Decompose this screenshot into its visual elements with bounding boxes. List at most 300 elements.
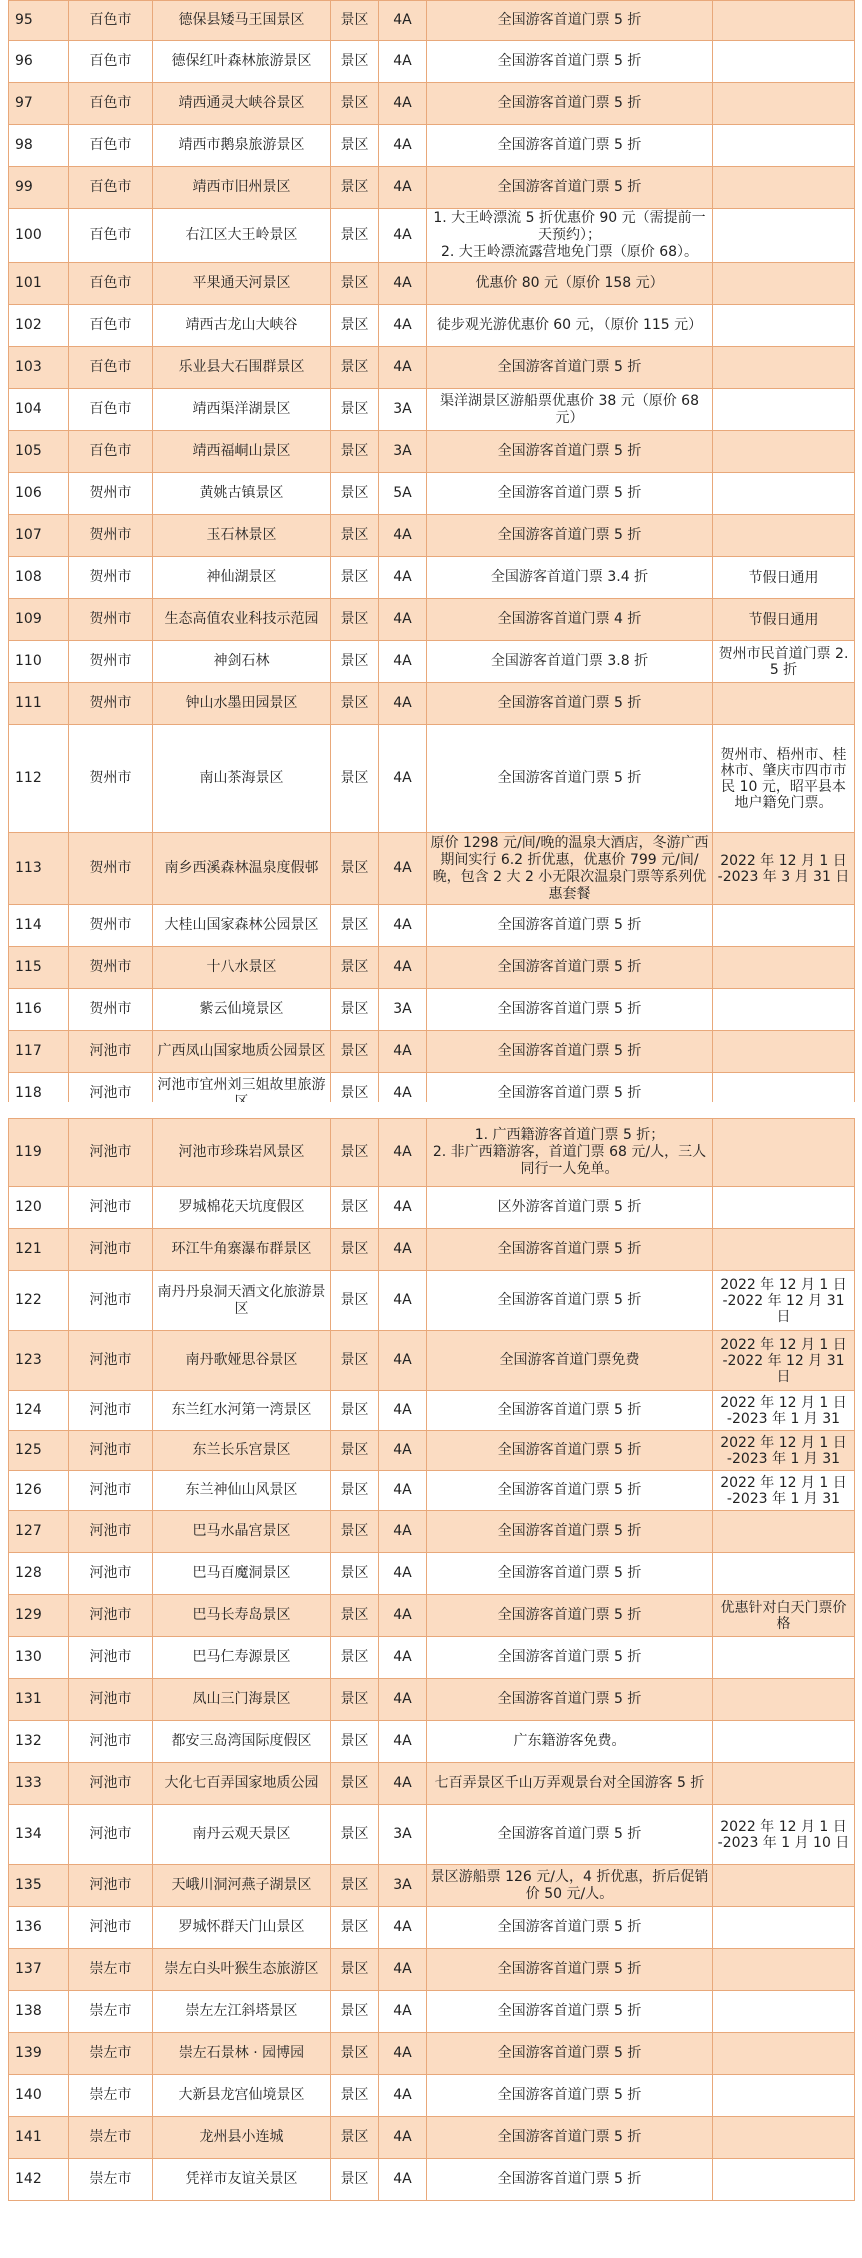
level-cell: 4A xyxy=(379,1949,427,1991)
level-cell: 4A xyxy=(379,1907,427,1949)
type-cell: 景区 xyxy=(331,2075,379,2117)
type-cell: 景区 xyxy=(331,305,379,347)
note-cell xyxy=(713,263,855,305)
scenic-name-cell: 黄姚古镇景区 xyxy=(153,473,331,515)
level-cell: 4A xyxy=(379,209,427,263)
offer-cell: 全国游客首道门票 5 折 xyxy=(427,683,713,725)
level-cell: 4A xyxy=(379,2075,427,2117)
table-row xyxy=(9,1187,855,1229)
note-cell xyxy=(713,389,855,431)
scenic-name-cell: 环江牛角寨瀑布群景区 xyxy=(153,1229,331,1271)
scenic-name-cell: 巴马百魔洞景区 xyxy=(153,1553,331,1595)
type-cell: 景区 xyxy=(331,905,379,947)
type-cell: 景区 xyxy=(331,1271,379,1331)
table-row xyxy=(9,1721,855,1763)
note-cell xyxy=(713,125,855,167)
level-cell: 4A xyxy=(379,1637,427,1679)
type-cell: 景区 xyxy=(331,125,379,167)
type-cell: 景区 xyxy=(331,2033,379,2075)
city-cell: 百色市 xyxy=(69,263,153,305)
city-cell: 河池市 xyxy=(69,1331,153,1391)
city-cell: 河池市 xyxy=(69,1595,153,1637)
city-cell: 贺州市 xyxy=(69,947,153,989)
level-cell: 4A xyxy=(379,2117,427,2159)
table-row xyxy=(9,1595,855,1637)
offer-cell: 全国游客首道门票 5 折 xyxy=(427,947,713,989)
city-cell: 崇左市 xyxy=(69,1949,153,1991)
note-cell xyxy=(713,1763,855,1805)
note-cell xyxy=(713,2117,855,2159)
city-cell: 崇左市 xyxy=(69,2075,153,2117)
table-row xyxy=(9,167,855,209)
type-cell: 景区 xyxy=(331,431,379,473)
scenic-name-cell: 大化七百弄国家地质公园 xyxy=(153,1763,331,1805)
city-cell: 河池市 xyxy=(69,1865,153,1907)
note-cell xyxy=(713,1187,855,1229)
note-cell: 2022 年 12 月 1 日 -2023 年 1 月 10 日 xyxy=(713,1805,855,1865)
note-cell: 2022 年 12 月 1 日 -2023 年 1 月 31 xyxy=(713,1471,855,1511)
row-number: 96 xyxy=(9,41,69,83)
row-number: 128 xyxy=(9,1553,69,1595)
city-cell: 河池市 xyxy=(69,1187,153,1229)
city-cell: 百色市 xyxy=(69,125,153,167)
level-cell: 4A xyxy=(379,1,427,41)
note-cell xyxy=(713,1031,855,1073)
offer-cell: 原价 1298 元/间/晚的温泉大酒店，冬游广西期间实行 6.2 折优惠，优惠价 799 元/间/晚，包含 2 大 2 小无限次温泉门票等系列优惠套餐 xyxy=(427,833,713,905)
type-cell: 景区 xyxy=(331,515,379,557)
city-cell: 百色市 xyxy=(69,1,153,41)
city-cell: 河池市 xyxy=(69,1805,153,1865)
note-cell xyxy=(713,1991,855,2033)
level-cell: 4A xyxy=(379,1511,427,1553)
city-cell: 贺州市 xyxy=(69,683,153,725)
row-number: 129 xyxy=(9,1595,69,1637)
note-cell xyxy=(713,209,855,263)
level-cell: 4A xyxy=(379,515,427,557)
note-cell xyxy=(713,347,855,389)
scenic-name-cell: 南丹丹泉洞天酒文化旅游景区 xyxy=(153,1271,331,1331)
table-row xyxy=(9,1119,855,1187)
level-cell: 4A xyxy=(379,1431,427,1471)
city-cell: 百色市 xyxy=(69,347,153,389)
offer-cell: 渠洋湖景区游船票优惠价 38 元（原价 68 元） xyxy=(427,389,713,431)
type-cell: 景区 xyxy=(331,725,379,833)
city-cell: 河池市 xyxy=(69,1431,153,1471)
table-row xyxy=(9,599,855,641)
table-row xyxy=(9,2117,855,2159)
offer-cell: 全国游客首道门票 5 折 xyxy=(427,1511,713,1553)
city-cell: 河池市 xyxy=(69,1511,153,1553)
level-cell: 4A xyxy=(379,347,427,389)
level-cell: 4A xyxy=(379,557,427,599)
city-cell: 百色市 xyxy=(69,41,153,83)
type-cell: 景区 xyxy=(331,1865,379,1907)
row-number: 131 xyxy=(9,1679,69,1721)
type-cell: 景区 xyxy=(331,1991,379,2033)
row-number: 97 xyxy=(9,83,69,125)
table-row xyxy=(9,725,855,833)
table-row xyxy=(9,1391,855,1431)
city-cell: 贺州市 xyxy=(69,989,153,1031)
offer-cell: 全国游客首道门票 5 折 xyxy=(427,989,713,1031)
level-cell: 4A xyxy=(379,1391,427,1431)
level-cell: 3A xyxy=(379,431,427,473)
row-number: 120 xyxy=(9,1187,69,1229)
note-cell: 节假日通用 xyxy=(713,557,855,599)
city-cell: 河池市 xyxy=(69,1073,153,1115)
note-cell xyxy=(713,683,855,725)
offer-cell: 全国游客首道门票 5 折 xyxy=(427,1471,713,1511)
level-cell: 4A xyxy=(379,1119,427,1187)
row-number: 98 xyxy=(9,125,69,167)
table-row xyxy=(9,1431,855,1471)
offer-cell: 全国游客首道门票 5 折 xyxy=(427,1949,713,1991)
row-number: 113 xyxy=(9,833,69,905)
row-number: 109 xyxy=(9,599,69,641)
scenic-name-cell: 东兰红水河第一湾景区 xyxy=(153,1391,331,1431)
note-cell: 2022 年 12 月 1 日 -2023 年 1 月 31 xyxy=(713,1431,855,1471)
row-number: 105 xyxy=(9,431,69,473)
city-cell: 贺州市 xyxy=(69,905,153,947)
scenic-name-cell: 南丹歌娅思谷景区 xyxy=(153,1331,331,1391)
level-cell: 4A xyxy=(379,683,427,725)
level-cell: 4A xyxy=(379,125,427,167)
type-cell: 景区 xyxy=(331,1187,379,1229)
type-cell: 景区 xyxy=(331,1949,379,1991)
city-cell: 河池市 xyxy=(69,1637,153,1679)
note-cell xyxy=(713,947,855,989)
type-cell: 景区 xyxy=(331,389,379,431)
row-number: 135 xyxy=(9,1865,69,1907)
note-cell: 贺州市民首道门票 2.5 折 xyxy=(713,641,855,683)
level-cell: 4A xyxy=(379,2033,427,2075)
level-cell: 4A xyxy=(379,1073,427,1115)
type-cell: 景区 xyxy=(331,167,379,209)
city-cell: 河池市 xyxy=(69,1471,153,1511)
scenic-name-cell: 德保红叶森林旅游景区 xyxy=(153,41,331,83)
row-number: 137 xyxy=(9,1949,69,1991)
scenic-name-cell: 崇左左江斜塔景区 xyxy=(153,1991,331,2033)
scenic-name-cell: 罗城棉花天坑度假区 xyxy=(153,1187,331,1229)
table-row xyxy=(9,1679,855,1721)
table-row xyxy=(9,305,855,347)
row-number: 100 xyxy=(9,209,69,263)
type-cell: 景区 xyxy=(331,209,379,263)
note-cell xyxy=(713,2033,855,2075)
level-cell: 4A xyxy=(379,2159,427,2201)
scenic-name-cell: 南丹云观天景区 xyxy=(153,1805,331,1865)
offer-cell: 全国游客首道门票 5 折 xyxy=(427,167,713,209)
offer-cell: 全国游客首道门票免费 xyxy=(427,1331,713,1391)
level-cell: 4A xyxy=(379,83,427,125)
type-cell: 景区 xyxy=(331,599,379,641)
type-cell: 景区 xyxy=(331,557,379,599)
table-row xyxy=(9,389,855,431)
type-cell: 景区 xyxy=(331,1805,379,1865)
row-number: 127 xyxy=(9,1511,69,1553)
offer-cell: 全国游客首道门票 5 折 xyxy=(427,1031,713,1073)
note-cell: 2022 年 12 月 1 日 -2023 年 1 月 31 xyxy=(713,1391,855,1431)
table-row xyxy=(9,1031,855,1073)
note-cell xyxy=(713,83,855,125)
offer-cell: 全国游客首道门票 5 折 xyxy=(427,1073,713,1115)
offer-cell: 全国游客首道门票 5 折 xyxy=(427,905,713,947)
level-cell: 4A xyxy=(379,263,427,305)
type-cell: 景区 xyxy=(331,1073,379,1115)
type-cell: 景区 xyxy=(331,1119,379,1187)
level-cell: 4A xyxy=(379,1187,427,1229)
city-cell: 贺州市 xyxy=(69,557,153,599)
scenic-name-cell: 天峨川洞河燕子湖景区 xyxy=(153,1865,331,1907)
level-cell: 4A xyxy=(379,725,427,833)
table-row xyxy=(9,1805,855,1865)
table-row xyxy=(9,1,855,41)
scenic-name-cell: 神剑石林 xyxy=(153,641,331,683)
scenic-name-cell: 靖西通灵大峡谷景区 xyxy=(153,83,331,125)
level-cell: 4A xyxy=(379,305,427,347)
offer-cell: 全国游客首道门票 5 折 xyxy=(427,1271,713,1331)
level-cell: 4A xyxy=(379,1229,427,1271)
offer-cell: 全国游客首道门票 5 折 xyxy=(427,1431,713,1471)
table-row xyxy=(9,557,855,599)
note-cell xyxy=(713,1865,855,1907)
type-cell: 景区 xyxy=(331,83,379,125)
city-cell: 河池市 xyxy=(69,1119,153,1187)
city-cell: 河池市 xyxy=(69,1391,153,1431)
offer-cell: 景区游船票 126 元/人，4 折优惠，折后促销价 50 元/人。 xyxy=(427,1865,713,1907)
type-cell: 景区 xyxy=(331,1763,379,1805)
scenic-name-cell: 大桂山国家森林公园景区 xyxy=(153,905,331,947)
row-number: 122 xyxy=(9,1271,69,1331)
offer-cell: 优惠价 80 元（原价 158 元） xyxy=(427,263,713,305)
scenic-name-cell: 十八水景区 xyxy=(153,947,331,989)
note-cell xyxy=(713,1553,855,1595)
city-cell: 百色市 xyxy=(69,389,153,431)
note-cell xyxy=(713,905,855,947)
offer-cell: 徒步观光游优惠价 60 元，（原价 115 元） xyxy=(427,305,713,347)
row-number: 125 xyxy=(9,1431,69,1471)
level-cell: 4A xyxy=(379,1679,427,1721)
table-row xyxy=(9,1229,855,1271)
city-cell: 百色市 xyxy=(69,305,153,347)
level-cell: 4A xyxy=(379,1721,427,1763)
table-row xyxy=(9,1271,855,1331)
scenic-name-cell: 河池市珍珠岩风景区 xyxy=(153,1119,331,1187)
type-cell: 景区 xyxy=(331,347,379,389)
table-row xyxy=(9,989,855,1031)
note-cell xyxy=(713,305,855,347)
level-cell: 3A xyxy=(379,1805,427,1865)
offer-cell: 1. 大王岭漂流 5 折优惠价 90 元（需提前一天预约）； 2. 大王岭漂流露营地免门票（原价 68）。 xyxy=(427,209,713,263)
table-row xyxy=(9,2159,855,2201)
scenic-name-cell: 巴马仁寿源景区 xyxy=(153,1637,331,1679)
city-cell: 贺州市 xyxy=(69,641,153,683)
city-cell: 百色市 xyxy=(69,431,153,473)
scenic-name-cell: 崇左石景林 · 园博园 xyxy=(153,2033,331,2075)
offer-cell: 全国游客首道门票 5 折 xyxy=(427,473,713,515)
level-cell: 4A xyxy=(379,1763,427,1805)
note-cell xyxy=(713,1637,855,1679)
row-number: 108 xyxy=(9,557,69,599)
note-cell: 优惠针对白天门票价格 xyxy=(713,1595,855,1637)
scenic-name-cell: 靖西福峒山景区 xyxy=(153,431,331,473)
scenic-discount-table-part-1 xyxy=(8,0,855,1115)
table-row xyxy=(9,209,855,263)
level-cell: 5A xyxy=(379,473,427,515)
level-cell: 3A xyxy=(379,989,427,1031)
offer-cell: 全国游客首道门票 3.8 折 xyxy=(427,641,713,683)
offer-cell: 全国游客首道门票 5 折 xyxy=(427,1553,713,1595)
note-cell xyxy=(713,989,855,1031)
offer-cell: 全国游客首道门票 5 折 xyxy=(427,1391,713,1431)
offer-cell: 区外游客首道门票 5 折 xyxy=(427,1187,713,1229)
row-number: 123 xyxy=(9,1331,69,1391)
note-cell: 节假日通用 xyxy=(713,599,855,641)
level-cell: 4A xyxy=(379,1331,427,1391)
row-number: 103 xyxy=(9,347,69,389)
table-row xyxy=(9,431,855,473)
row-number: 132 xyxy=(9,1721,69,1763)
note-cell: 贺州市、梧州市、桂林市、肇庆市四市市民 10 元，昭平县本地户籍免门票。 xyxy=(713,725,855,833)
scenic-name-cell: 南山茶海景区 xyxy=(153,725,331,833)
table-row xyxy=(9,1991,855,2033)
offer-cell: 全国游客首道门票 5 折 xyxy=(427,1637,713,1679)
type-cell: 景区 xyxy=(331,1031,379,1073)
table-row xyxy=(9,1763,855,1805)
note-cell xyxy=(713,1511,855,1553)
city-cell: 百色市 xyxy=(69,209,153,263)
city-cell: 贺州市 xyxy=(69,833,153,905)
row-number: 95 xyxy=(9,1,69,41)
row-number: 140 xyxy=(9,2075,69,2117)
offer-cell: 全国游客首道门票 5 折 xyxy=(427,125,713,167)
row-number: 119 xyxy=(9,1119,69,1187)
offer-cell: 全国游客首道门票 5 折 xyxy=(427,1229,713,1271)
city-cell: 河池市 xyxy=(69,1553,153,1595)
row-number: 141 xyxy=(9,2117,69,2159)
level-cell: 4A xyxy=(379,641,427,683)
scenic-name-cell: 靖西古龙山大峡谷 xyxy=(153,305,331,347)
note-cell: 2022 年 12 月 1 日 -2022 年 12 月 31 日 xyxy=(713,1331,855,1391)
type-cell: 景区 xyxy=(331,2117,379,2159)
level-cell: 4A xyxy=(379,599,427,641)
type-cell: 景区 xyxy=(331,1637,379,1679)
table-row xyxy=(9,1907,855,1949)
offer-cell: 全国游客首道门票 5 折 xyxy=(427,2159,713,2201)
row-number: 117 xyxy=(9,1031,69,1073)
offer-cell: 全国游客首道门票 5 折 xyxy=(427,2075,713,2117)
type-cell: 景区 xyxy=(331,2159,379,2201)
city-cell: 百色市 xyxy=(69,167,153,209)
note-cell xyxy=(713,431,855,473)
scenic-name-cell: 靖西市鹅泉旅游景区 xyxy=(153,125,331,167)
offer-cell: 全国游客首道门票 5 折 xyxy=(427,1907,713,1949)
table-row xyxy=(9,833,855,905)
type-cell: 景区 xyxy=(331,989,379,1031)
type-cell: 景区 xyxy=(331,1229,379,1271)
table-row xyxy=(9,2033,855,2075)
scenic-name-cell: 崇左白头叶猴生态旅游区 xyxy=(153,1949,331,1991)
level-cell: 3A xyxy=(379,1865,427,1907)
offer-cell: 全国游客首道门票 5 折 xyxy=(427,1805,713,1865)
type-cell: 景区 xyxy=(331,1,379,41)
city-cell: 崇左市 xyxy=(69,2117,153,2159)
type-cell: 景区 xyxy=(331,263,379,305)
type-cell: 景区 xyxy=(331,1679,379,1721)
city-cell: 河池市 xyxy=(69,1031,153,1073)
scenic-name-cell: 大新县龙宫仙境景区 xyxy=(153,2075,331,2117)
row-number: 134 xyxy=(9,1805,69,1865)
city-cell: 河池市 xyxy=(69,1271,153,1331)
scenic-name-cell: 东兰长乐宫景区 xyxy=(153,1431,331,1471)
offer-cell: 全国游客首道门票 4 折 xyxy=(427,599,713,641)
row-number: 124 xyxy=(9,1391,69,1431)
scenic-name-cell: 龙州县小连城 xyxy=(153,2117,331,2159)
type-cell: 景区 xyxy=(331,641,379,683)
type-cell: 景区 xyxy=(331,1431,379,1471)
note-cell xyxy=(713,1229,855,1271)
table-row xyxy=(9,683,855,725)
type-cell: 景区 xyxy=(331,1391,379,1431)
city-cell: 贺州市 xyxy=(69,473,153,515)
table-row xyxy=(9,1553,855,1595)
table-row xyxy=(9,1511,855,1553)
type-cell: 景区 xyxy=(331,1595,379,1637)
level-cell: 4A xyxy=(379,947,427,989)
scenic-name-cell: 生态高值农业科技示范园 xyxy=(153,599,331,641)
note-cell xyxy=(713,1949,855,1991)
scenic-name-cell: 南乡西溪森林温泉度假邨 xyxy=(153,833,331,905)
city-cell: 百色市 xyxy=(69,83,153,125)
note-cell xyxy=(713,1679,855,1721)
table-break xyxy=(0,1102,862,1118)
city-cell: 崇左市 xyxy=(69,1991,153,2033)
city-cell: 河池市 xyxy=(69,1229,153,1271)
offer-cell: 全国游客首道门票 5 折 xyxy=(427,83,713,125)
type-cell: 景区 xyxy=(331,947,379,989)
scenic-name-cell: 河池市宜州刘三姐故里旅游 xyxy=(153,1073,331,1115)
city-cell: 河池市 xyxy=(69,1679,153,1721)
city-cell: 崇左市 xyxy=(69,2033,153,2075)
city-cell: 贺州市 xyxy=(69,515,153,557)
table-row xyxy=(9,263,855,305)
city-cell: 贺州市 xyxy=(69,599,153,641)
row-number: 142 xyxy=(9,2159,69,2201)
row-number: 115 xyxy=(9,947,69,989)
row-number: 136 xyxy=(9,1907,69,1949)
scenic-name-cell: 巴马水晶宫景区 xyxy=(153,1511,331,1553)
type-cell: 景区 xyxy=(331,41,379,83)
table-row xyxy=(9,1471,855,1511)
scenic-name-cell: 靖西市旧州景区 xyxy=(153,167,331,209)
scenic-name-cell: 紫云仙境景区 xyxy=(153,989,331,1031)
note-cell xyxy=(713,1119,855,1187)
type-cell: 景区 xyxy=(331,683,379,725)
note-cell xyxy=(713,167,855,209)
offer-cell: 全国游客首道门票 5 折 xyxy=(427,2033,713,2075)
scenic-name-cell: 都安三岛湾国际度假区 xyxy=(153,1721,331,1763)
note-cell xyxy=(713,41,855,83)
table-row xyxy=(9,473,855,515)
row-number: 139 xyxy=(9,2033,69,2075)
table-row xyxy=(9,515,855,557)
row-number: 101 xyxy=(9,263,69,305)
scenic-name-cell: 巴马长寿岛景区 xyxy=(153,1595,331,1637)
row-number: 102 xyxy=(9,305,69,347)
table-row xyxy=(9,83,855,125)
scenic-name-cell: 德保县矮马王国景区 xyxy=(153,1,331,41)
level-cell: 3A xyxy=(379,389,427,431)
